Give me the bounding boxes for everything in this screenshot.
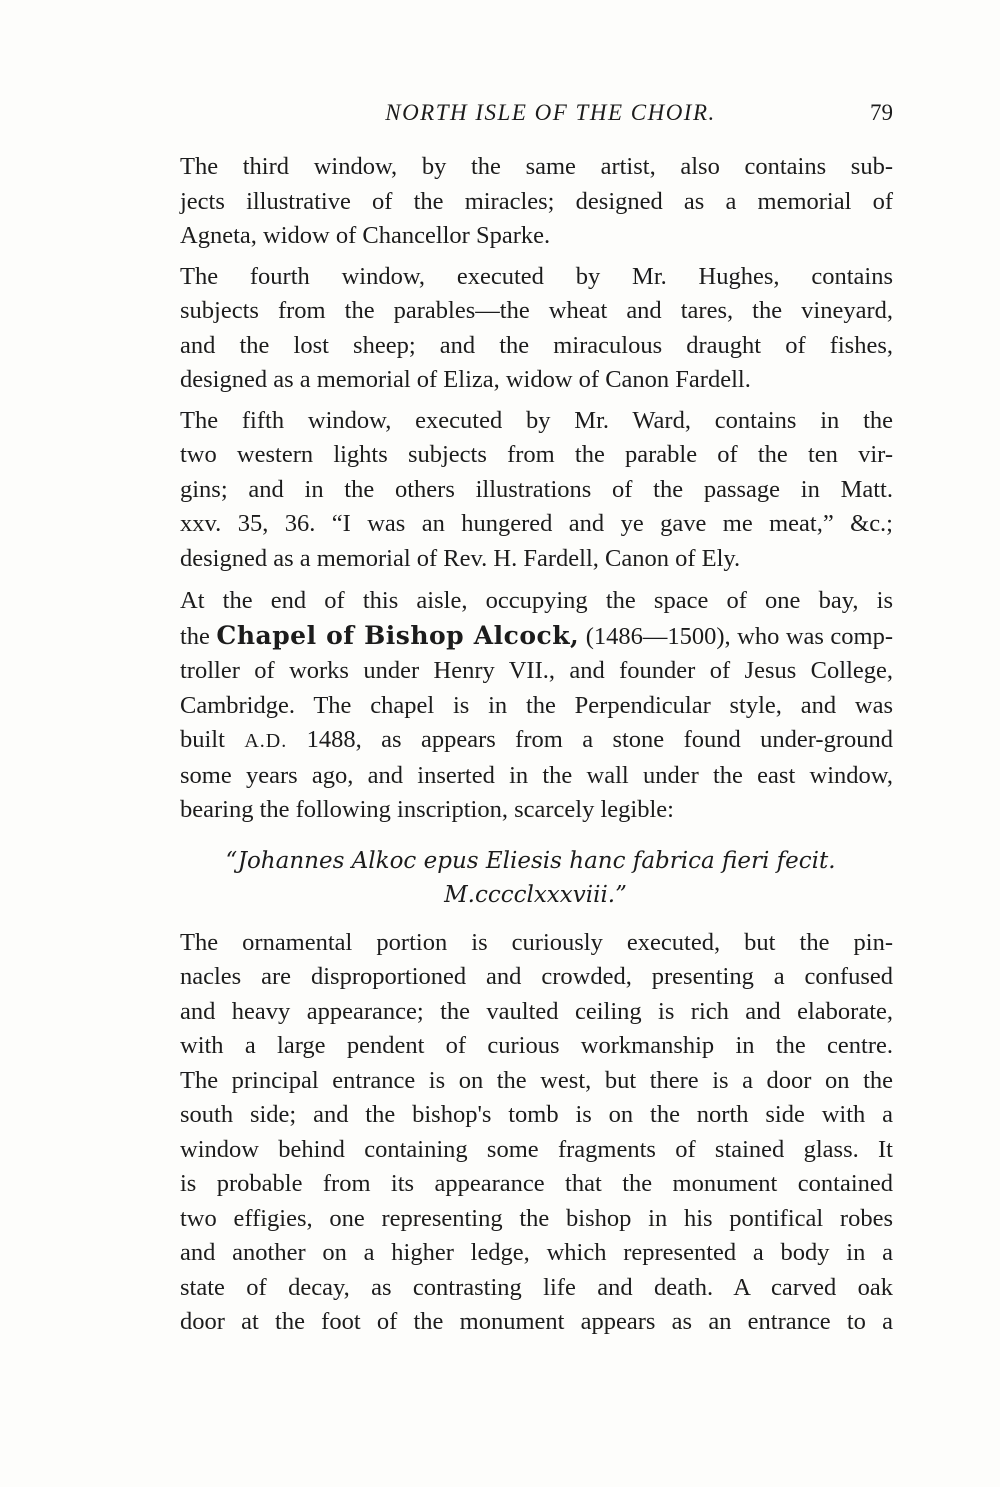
page-body [148, 150, 893, 1346]
text-line: The principal entrance is on the west, but there is a door on the [180, 1066, 893, 1094]
text-line: xxv. 35, 36. “I was an hungered and ye gave me meat,” &c.; [180, 510, 893, 537]
text-line: and heavy appearance; the vaulted ceiling is rich and elaborate, [180, 997, 893, 1025]
text-line: two effigies, one representing the bishop in his pontifical robes [180, 1204, 893, 1232]
text-fragment: built [180, 726, 245, 753]
text-line: some years ago, and inserted in the wall under the east window, [180, 761, 893, 789]
text-line: designed as a memorial of Rev. H. Fardell, Canon of Ely. [180, 544, 741, 572]
text-line: window behind containing some fragments of stained glass. It [180, 1135, 893, 1163]
text-line: two western lights subjects from the parable of the ten vir- [180, 441, 893, 468]
text-line: jects illustrative of the miracles; designed as a memorial of [180, 187, 893, 215]
text-line: bearing the following inscription, scarcely legible: [180, 796, 674, 823]
text-line: troller of works under Henry VII., and founder of Jesus College, [180, 657, 893, 684]
text-line: south side; and the bishop's tomb is on the north side with a [180, 1101, 893, 1128]
text-line: Cambridge. The chapel is in the Perpendicular style, and was [180, 691, 893, 719]
text-line [148, 723, 893, 759]
running-head: NORTH ISLE OF THE CHOIR. [385, 100, 716, 125]
text-line: The ornamental portion is curiously executed, but the pin- [180, 928, 893, 956]
text-line: At the end of this aisle, occupying the space of one bay, is [180, 587, 893, 614]
paragraph-third-window [148, 150, 893, 254]
text-fragment: 1488, as appears from a stone found under-ground [287, 726, 893, 753]
text-line: is probable from its appearance that the monument contained [180, 1170, 893, 1197]
text-fragment: the [180, 622, 217, 650]
text-fragment: (1486—1500), who was comp- [579, 622, 894, 650]
text-line: nacles are disproportioned and crowded, presenting a confused [180, 963, 893, 990]
text-line: and another on a higher ledge, which represented a body in a [180, 1239, 893, 1266]
text-line: and the lost sheep; and the miraculous draught of fishes, [180, 331, 893, 359]
text-line: with a large pendent of curious workmanship in the centre. [180, 1032, 893, 1059]
text-line: designed as a memorial of Eliza, widow of Canon Fardell. [180, 366, 751, 393]
paragraph-fourth-window [148, 260, 893, 398]
paragraph-fifth-window [148, 404, 893, 577]
page-header [148, 100, 893, 132]
text-line: The fourth window, executed by Mr. Hughes, contains [180, 262, 893, 290]
text-line: state of decay, as contrasting life and death. A carved oak [180, 1273, 893, 1301]
text-line: gins; and in the others illustrations of the passage in Matt. [180, 475, 893, 503]
page-number: 79 [870, 100, 893, 125]
inscription-line: “Johannes Alkoc epus Eliesis hanc fabrica fieri fecit. [225, 847, 836, 874]
paragraph-alcock-chapel [148, 584, 893, 828]
text-line: The third window, by the same artist, also contains sub- [180, 153, 893, 180]
text-line [148, 619, 893, 655]
text-line: The fifth window, executed by Mr. Ward, contains in the [180, 406, 893, 434]
inscription-line: M.cccclxxxviii.” [444, 881, 627, 908]
text-line: Agneta, widow of Chancellor Sparke. [180, 222, 551, 249]
text-line: subjects from the parables—the wheat and tares, the vineyard, [180, 297, 893, 324]
text-line: door at the foot of the monument appears as an entrance to a [180, 1308, 893, 1335]
anno-domini: A.D. [244, 730, 288, 752]
chapel-title: Chapel of Bishop Alcock, [216, 620, 580, 650]
paragraph-ornamental-portion [148, 926, 893, 1340]
inscription-quote [148, 844, 893, 912]
